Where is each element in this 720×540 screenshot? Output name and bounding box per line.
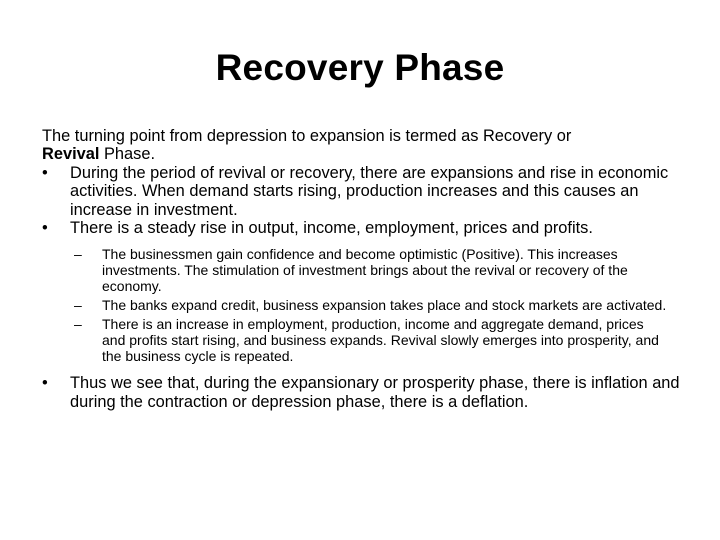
dash-icon: – — [74, 316, 82, 333]
intro-text: The turning point from depression to expansion is termed as Recovery or — [42, 127, 572, 145]
sub-bullet-list — [42, 246, 682, 364]
intro-text-end: Phase. — [99, 145, 156, 164]
sub-bullet-text: The banks expand credit, business expansion takes place and stock markets are activated. — [102, 297, 667, 314]
intro-bold-term: Revival — [42, 145, 100, 164]
dash-icon: – — [74, 246, 82, 263]
bullet-icon: • — [42, 219, 48, 238]
sub-bullet-text: The businessmen gain confidence and become optimistic (Positive). This increases investments. The stimulation of investment brings about the revival or recovery of the economy. — [102, 246, 628, 295]
bullet-text: During the period of revival or recovery, there are expansions and rise in economic activities. When demand starts rising, production increases and this causes an increase in investment. — [70, 163, 669, 219]
sub-bullet-text: There is an increase in employment, production, income and aggregate demand, prices and profits start rising, and business expands. Revival slowly emerges into prosperity, and the business cycle is repeated. — [102, 316, 659, 365]
bullet-item — [42, 374, 682, 411]
bullet-text: There is a steady rise in output, income, employment, prices and profits. — [70, 219, 593, 238]
sub-bullet-item — [42, 297, 670, 313]
sub-bullet-item — [42, 246, 670, 294]
dash-icon: – — [74, 297, 82, 314]
intro-paragraph — [42, 127, 682, 164]
sub-bullet-item — [42, 316, 670, 364]
bullet-item — [42, 219, 682, 237]
bullet-icon: • — [42, 374, 48, 393]
slide-title: Recovery Phase — [215, 47, 505, 88]
bullet-icon: • — [42, 163, 48, 182]
bullet-text: Thus we see that, during the expansionary or prosperity phase, there is inflation and during the contraction or depression phase, there is a deflation. — [70, 374, 680, 411]
bullet-item — [42, 164, 682, 219]
slide-body — [42, 127, 682, 411]
